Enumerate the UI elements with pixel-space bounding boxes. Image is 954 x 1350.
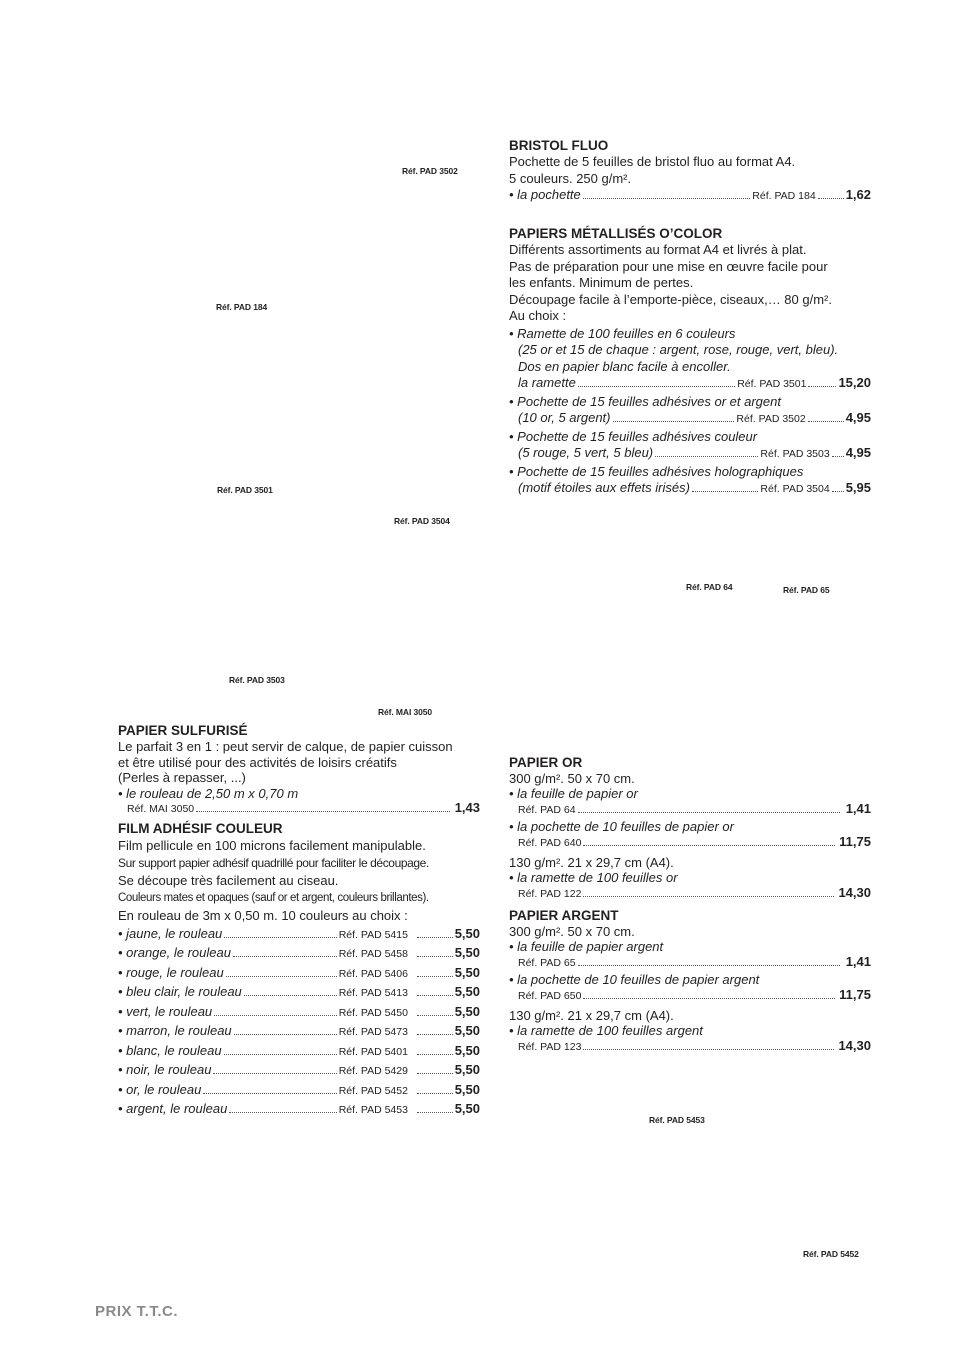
- item-bullet: • Pochette de 15 feuilles adhésives couleur: [509, 428, 758, 444]
- image-ref-label: Réf. PAD 3501: [217, 485, 273, 495]
- leader-dots: [417, 1034, 453, 1035]
- price-row: [118, 983, 480, 1003]
- item-ref: Réf. PAD 5453: [338, 1104, 408, 1116]
- description-line: 300 g/m². 50 x 70 cm.: [509, 924, 635, 939]
- or-section: [509, 754, 871, 902]
- image-ref-label: Réf. PAD 65: [783, 585, 830, 595]
- price-row: [509, 480, 871, 498]
- price-row: [118, 1042, 480, 1062]
- item-ref: Réf. PAD 3502: [736, 413, 806, 425]
- price-row: [509, 885, 871, 902]
- description-line: les enfants. Minimum de pertes.: [509, 275, 694, 290]
- item-price: 5,50: [454, 1042, 480, 1058]
- leader-dots: [417, 1054, 453, 1055]
- price-row: [509, 375, 871, 393]
- image-ref-label: Réf. MAI 3050: [378, 707, 432, 717]
- leader-dots: [224, 1054, 337, 1055]
- price-row: [118, 1100, 480, 1120]
- page-footer: PRIX T.T.C.: [95, 1303, 179, 1320]
- image-ref-label: Réf. PAD 3503: [229, 675, 285, 685]
- description-line: En rouleau de 3m x 0,50 m. 10 couleurs au choix :: [118, 908, 408, 923]
- leader-dots: [808, 386, 836, 387]
- item-bullet: • la ramette de 100 feuilles argent: [509, 1023, 703, 1038]
- item-label: • la pochette: [509, 187, 581, 202]
- leader-dots: [417, 976, 453, 977]
- description-line: Le parfait 3 en 1 : peut servir de calque, de papier cuisson: [118, 739, 453, 754]
- item-bullet: • la pochette de 10 feuilles de papier argent: [509, 972, 760, 987]
- item-label: • noir, le rouleau: [118, 1062, 212, 1077]
- leader-dots: [583, 1049, 834, 1050]
- item-price: 5,50: [454, 984, 480, 999]
- item-label: • bleu clair, le rouleau: [118, 984, 242, 999]
- item-bullet: • Pochette de 15 feuilles adhésives holographiques: [509, 463, 804, 479]
- price-row: [118, 1081, 480, 1101]
- item-ref: Réf. PAD 3501: [737, 378, 807, 390]
- leader-dots: [417, 1112, 453, 1113]
- item-ref: Réf. PAD 5450: [338, 1006, 408, 1019]
- item-price: 14,30: [838, 1038, 871, 1053]
- image-ref-label: Réf. PAD 3504: [394, 516, 450, 526]
- section-title: PAPIER ARGENT: [509, 908, 619, 923]
- leader-dots: [583, 845, 835, 846]
- leader-dots: [244, 995, 337, 996]
- leader-dots: [417, 995, 453, 996]
- item-detail: Dos en papier blanc facile à encoller.: [518, 358, 731, 374]
- argent-section: [509, 907, 871, 1055]
- item-price: 4,95: [845, 445, 871, 460]
- item-price: 5,50: [454, 1062, 480, 1077]
- section-title: PAPIERS MÉTALLISÉS O’COLOR: [509, 226, 723, 241]
- leader-dots: [417, 1093, 453, 1094]
- description-line: Film pellicule en 100 microns facilement manipulable.: [118, 838, 426, 853]
- image-ref-label: Réf. PAD 5453: [649, 1115, 705, 1125]
- description-line: Découpage facile à l’emporte-pièce, ciseaux,… 80 g/m².: [509, 291, 832, 307]
- item-ref: Réf. PAD 65: [518, 957, 576, 969]
- item-ref: Réf. PAD 123: [518, 1041, 582, 1053]
- item-ref: Réf. PAD 64: [518, 804, 576, 816]
- price-row: [509, 987, 871, 1004]
- price-row: [509, 445, 871, 463]
- film-item-list: [118, 925, 480, 1120]
- item-ref: Réf. PAD 5458: [338, 948, 408, 960]
- price-row: [509, 834, 871, 851]
- leader-dots: [655, 456, 758, 457]
- section-title: PAPIER OR: [509, 755, 583, 770]
- item-label: • blanc, le rouleau: [118, 1042, 222, 1058]
- leader-dots: [583, 998, 835, 999]
- leader-dots: [578, 812, 840, 813]
- item-detail: (25 or et 15 de chaque : argent, rose, rouge, vert, bleu).: [518, 342, 839, 357]
- item-price: 11,75: [839, 834, 871, 849]
- leader-dots: [417, 956, 453, 957]
- item-label: (motif étoiles aux effets irisés): [518, 480, 690, 495]
- price-row: [509, 801, 871, 818]
- price-row: [118, 944, 480, 964]
- item-price: 4,95: [845, 410, 871, 425]
- item-label: • or, le rouleau: [118, 1081, 202, 1097]
- item-bullet: • Pochette de 15 feuilles adhésives or et argent: [509, 393, 781, 409]
- item-label: (10 or, 5 argent): [518, 410, 611, 425]
- description-line: 130 g/m². 21 x 29,7 cm (A4).: [509, 855, 674, 870]
- leader-dots: [832, 491, 844, 492]
- description-line: Différents assortiments au format A4 et livrés à plat.: [509, 242, 807, 257]
- description-line: Pochette de 5 feuilles de bristol fluo au format A4.: [509, 154, 796, 169]
- leader-dots: [214, 1015, 337, 1016]
- leader-dots: [692, 491, 758, 492]
- leader-dots: [808, 421, 844, 422]
- item-label: la ramette: [518, 375, 576, 390]
- image-ref-label: Réf. PAD 5452: [803, 1249, 859, 1259]
- leader-dots: [196, 811, 450, 812]
- section-title: BRISTOL FLUO: [509, 138, 609, 153]
- image-ref-label: Réf. PAD 64: [686, 582, 733, 592]
- price-row: [118, 925, 480, 945]
- item-price: 5,50: [454, 945, 480, 960]
- image-ref-label: Réf. PAD 3502: [402, 166, 458, 176]
- leader-dots: [226, 976, 337, 977]
- price-row: [509, 1038, 871, 1055]
- leader-dots: [234, 1034, 337, 1035]
- leader-dots: [417, 937, 453, 938]
- item-ref: Réf. PAD 5406: [338, 967, 408, 980]
- item-bullet: • le rouleau de 2,50 m x 0,70 m: [118, 785, 299, 801]
- price-row: [118, 1022, 480, 1042]
- price-row: [509, 954, 871, 971]
- item-price: 5,50: [454, 1023, 480, 1038]
- film-section: [118, 820, 480, 1120]
- item-price: 1,62: [845, 187, 871, 202]
- item-ref: Réf. PAD 184: [752, 190, 816, 202]
- item-price: 5,50: [454, 1003, 480, 1019]
- description-line: Couleurs mates et opaques (sauf or et argent, couleurs brillantes).: [118, 891, 429, 904]
- item-price: 11,75: [839, 987, 871, 1002]
- leader-dots: [613, 421, 735, 422]
- description-line: et être utilisé pour des activités de loisirs créatifs: [118, 754, 397, 770]
- item-price: 5,95: [845, 480, 871, 495]
- item-label: • rouge, le rouleau: [118, 964, 224, 980]
- price-row: [118, 1061, 480, 1081]
- item-price: 5,50: [454, 1101, 480, 1116]
- price-row: [118, 800, 480, 818]
- item-price: 15,20: [838, 375, 871, 390]
- item-ref: Réf. MAI 3050: [127, 803, 195, 815]
- description-line: (Perles à repasser, ...): [118, 770, 246, 785]
- item-price: 5,50: [454, 1081, 480, 1097]
- item-ref: Réf. PAD 5473: [338, 1026, 408, 1038]
- item-price: 1,43: [454, 800, 480, 815]
- price-row: [118, 1003, 480, 1023]
- leader-dots: [229, 1112, 336, 1113]
- item-label: • jaune, le rouleau: [118, 925, 223, 941]
- item-ref: Réf. PAD 5413: [338, 987, 408, 999]
- item-ref: Réf. PAD 640: [518, 837, 582, 849]
- item-ref: Réf. PAD 5452: [338, 1084, 408, 1097]
- item-price: 5,50: [454, 964, 480, 980]
- item-ref: Réf. PAD 122: [518, 888, 582, 900]
- leader-dots: [417, 1073, 453, 1074]
- description-line: 300 g/m². 50 x 70 cm.: [509, 771, 635, 786]
- item-bullet: • la feuille de papier or: [509, 786, 638, 801]
- leader-dots: [224, 937, 336, 938]
- description-line: Sur support papier adhésif quadrillé pour faciliter le découpage.: [118, 855, 429, 870]
- item-ref: Réf. PAD 5401: [338, 1045, 408, 1058]
- item-price: 14,30: [838, 885, 871, 900]
- price-row: [118, 964, 480, 984]
- leader-dots: [417, 1015, 453, 1016]
- sulfurise-section: [118, 722, 480, 818]
- price-row: [509, 410, 871, 428]
- item-label: • orange, le rouleau: [118, 945, 231, 960]
- price-row: [509, 187, 871, 205]
- item-label: • vert, le rouleau: [118, 1003, 213, 1019]
- image-ref-label: Réf. PAD 184: [216, 302, 268, 312]
- leader-dots: [832, 456, 844, 457]
- description-line: 130 g/m². 21 x 29,7 cm (A4).: [509, 1008, 674, 1023]
- section-title: PAPIER SULFURISÉ: [118, 723, 248, 738]
- item-ref: Réf. PAD 3504: [760, 483, 830, 495]
- description-line: Pas de préparation pour une mise en œuvre facile pour: [509, 258, 828, 274]
- item-price: 5,50: [454, 925, 480, 941]
- item-ref: Réf. PAD 650: [518, 990, 582, 1002]
- section-title: FILM ADHÉSIF COULEUR: [118, 821, 283, 836]
- description-line: Au choix :: [509, 308, 567, 323]
- item-bullet: • la ramette de 100 feuilles or: [509, 870, 678, 885]
- item-label: • argent, le rouleau: [118, 1101, 228, 1116]
- item-ref: Réf. PAD 3503: [760, 448, 830, 460]
- item-label: (5 rouge, 5 vert, 5 bleu): [518, 445, 654, 460]
- item-bullet: • Ramette de 100 feuilles en 6 couleurs: [509, 325, 736, 341]
- leader-dots: [213, 1073, 336, 1074]
- leader-dots: [578, 965, 840, 966]
- description-line: Se découpe très facilement au ciseau.: [118, 873, 339, 888]
- bristol-section: [509, 137, 871, 205]
- leader-dots: [583, 198, 750, 199]
- leader-dots: [818, 198, 844, 199]
- leader-dots: [233, 956, 337, 957]
- item-bullet: • la pochette de 10 feuilles de papier or: [509, 819, 734, 834]
- leader-dots: [203, 1093, 336, 1094]
- leader-dots: [583, 896, 834, 897]
- item-price: 1,41: [845, 954, 871, 969]
- leader-dots: [578, 386, 735, 387]
- description-line: 5 couleurs. 250 g/m².: [509, 170, 632, 186]
- item-ref: Réf. PAD 5415: [338, 928, 408, 941]
- item-bullet: • la feuille de papier argent: [509, 939, 664, 954]
- item-price: 1,41: [845, 801, 871, 816]
- item-label: • marron, le rouleau: [118, 1023, 232, 1038]
- metal-section: [509, 225, 871, 498]
- item-ref: Réf. PAD 5429: [338, 1065, 408, 1077]
